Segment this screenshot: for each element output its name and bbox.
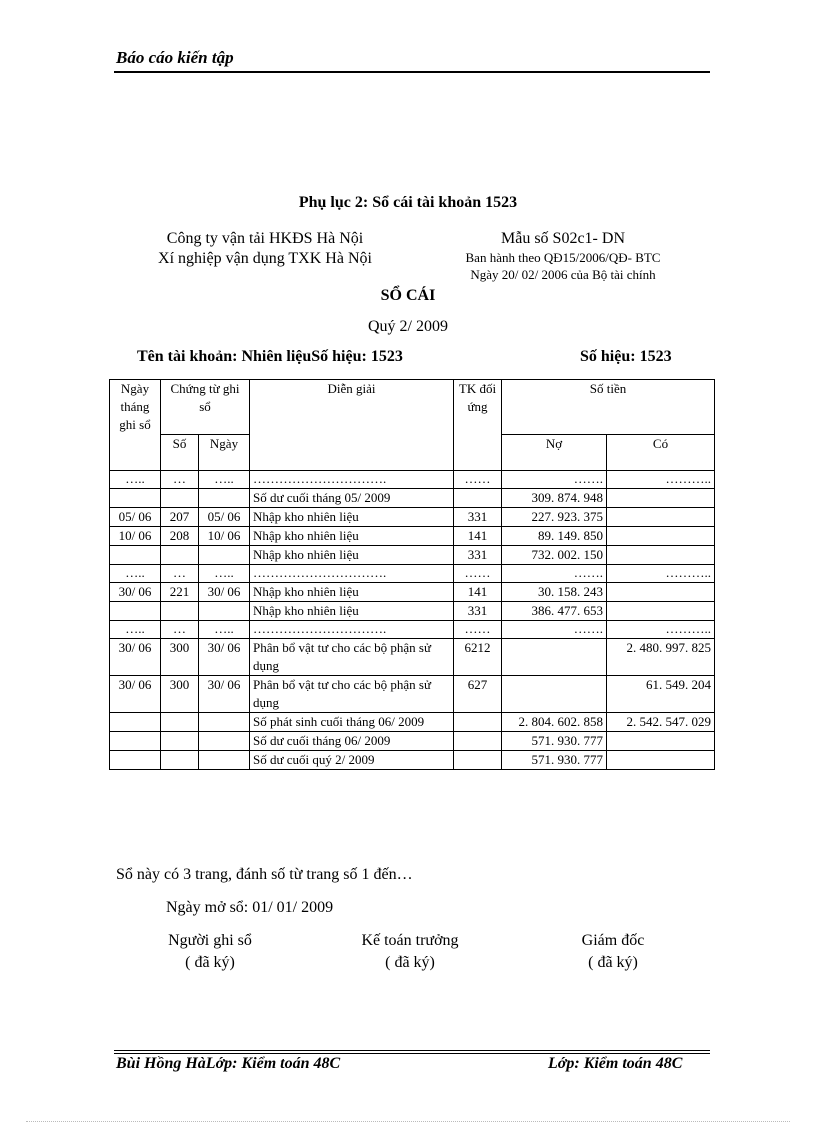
header-date-cont [110,434,161,471]
row-voucher-no: … [161,621,199,639]
table-row [110,489,715,508]
row-voucher-date [199,713,250,732]
row-credit [607,527,715,546]
header-credit: Có [607,434,715,471]
appendix-title: Phụ lục 2: Sổ cái tài khoản 1523 [298,194,518,211]
row-date: 10/ 06 [110,527,161,546]
row-date [110,489,161,508]
row-voucher-date: 30/ 06 [199,676,250,713]
row-voucher-no [161,713,199,732]
row-date: 30/ 06 [110,583,161,602]
form-date-line: Ngày 20/ 02/ 2006 của Bộ tài chính [470,267,656,282]
header-voucher: Chứng từ ghi sổ [161,380,250,435]
row-contra-account: 331 [454,546,502,565]
row-contra-account [454,489,502,508]
row-credit [607,732,715,751]
row-date: ….. [110,471,161,489]
row-voucher-no: 300 [161,639,199,676]
row-voucher-no [161,751,199,770]
pages-note: Sổ này có 3 trang, đánh số từ trang số 1 đến… [116,866,413,883]
table-row [110,565,715,583]
row-description: Số dư cuối quý 2/ 2009 [250,751,454,770]
signature-status: ( đã ký) [185,954,235,971]
signature-status: ( đã ký) [385,954,435,971]
row-contra-account: 141 [454,527,502,546]
account-number: Số hiệu: 1523 [580,348,672,365]
row-description: Nhập kho nhiên liệu [250,546,454,565]
row-debit: 309. 874. 948 [502,489,607,508]
row-credit: ……….. [607,471,715,489]
row-description: …………………………. [250,565,454,583]
ledger-period: Quý 2/ 2009 [368,318,448,335]
row-voucher-no: … [161,565,199,583]
table-row [110,602,715,621]
row-description: Phân bổ vật tư cho các bộ phận sử dụng [250,639,454,676]
row-voucher-date [199,732,250,751]
row-contra-account [454,751,502,770]
header-contra-account: TK đối ứng [454,380,502,471]
table-row [110,676,715,713]
ledger-table [109,379,715,770]
row-voucher-no [161,546,199,565]
form-code: Mẫu số S02c1- DN [501,230,625,247]
table-row [110,471,715,489]
row-voucher-no [161,732,199,751]
row-voucher-date: 10/ 06 [199,527,250,546]
company-unit: Xí nghiệp vận dụng TXK Hà Nội [158,250,372,267]
row-description: Nhập kho nhiên liệu [250,527,454,546]
row-description: Nhập kho nhiên liệu [250,602,454,621]
row-voucher-date: 30/ 06 [199,583,250,602]
row-description: Nhập kho nhiên liệu [250,508,454,527]
signature-role: Kế toán trưởng [361,932,459,949]
row-date: 30/ 06 [110,639,161,676]
row-debit: 732. 002. 150 [502,546,607,565]
signature-role: Người ghi sổ [168,932,252,949]
row-description: …………………………. [250,621,454,639]
row-credit: ……….. [607,621,715,639]
row-voucher-date [199,489,250,508]
row-date [110,732,161,751]
row-debit [502,676,607,713]
page-edge [26,1121,790,1122]
row-description: Phân bổ vật tư cho các bộ phận sử dụng [250,676,454,713]
table-row [110,583,715,602]
row-debit: 386. 477. 653 [502,602,607,621]
row-voucher-no: 300 [161,676,199,713]
signature-recorder [120,930,300,974]
open-date: Ngày mở sổ: 01/ 01/ 2009 [166,899,334,916]
row-description: Nhập kho nhiên liệu [250,583,454,602]
row-debit: 571. 930. 777 [502,751,607,770]
form-block [428,229,698,283]
header-amount: Số tiền [502,380,715,435]
row-date: 30/ 06 [110,676,161,713]
row-voucher-date: ….. [199,565,250,583]
account-name-line: Tên tài khoản: Nhiên liệuSố hiệu: 1523 [137,348,403,365]
row-credit: 2. 480. 997. 825 [607,639,715,676]
row-voucher-no: 208 [161,527,199,546]
row-date: ….. [110,621,161,639]
table-row [110,751,715,770]
row-description: …………………………. [250,471,454,489]
row-credit [607,751,715,770]
row-voucher-date: 30/ 06 [199,639,250,676]
row-date [110,546,161,565]
row-debit: 2. 804. 602. 858 [502,713,607,732]
row-debit [502,639,607,676]
footer-author: Bùi Hồng HàLớp: Kiểm toán 48C [116,1055,341,1072]
footer-rule-bottom [114,1053,710,1054]
row-voucher-no: … [161,471,199,489]
row-description: Số dư cuối tháng 06/ 2009 [250,732,454,751]
row-contra-account: 141 [454,583,502,602]
row-debit: 30. 158. 243 [502,583,607,602]
row-credit [607,583,715,602]
row-contra-account: 331 [454,508,502,527]
row-contra-account: 627 [454,676,502,713]
row-credit [607,602,715,621]
table-row [110,527,715,546]
row-voucher-date: ….. [199,471,250,489]
footer-class: Lớp: Kiểm toán 48C [548,1055,683,1072]
row-contra-account: …… [454,565,502,583]
row-date: 05/ 06 [110,508,161,527]
table-row [110,732,715,751]
header-debit: Nợ [502,434,607,471]
running-header-title: Báo cáo kiến tập [116,48,234,67]
company-block [100,229,430,269]
row-credit: 2. 542. 547. 029 [607,713,715,732]
row-credit [607,546,715,565]
row-date [110,602,161,621]
table-row [110,639,715,676]
row-debit: 89. 149. 850 [502,527,607,546]
table-row [110,621,715,639]
row-date [110,751,161,770]
form-basis-line: Ban hành theo QĐ15/2006/QĐ- BTC [465,250,661,265]
row-credit: 61. 549. 204 [607,676,715,713]
row-voucher-no [161,602,199,621]
signature-director [523,930,703,974]
ledger-title: SỔ CÁI [380,287,436,304]
header-voucher-date: Ngày [199,434,250,471]
signature-chief-accountant [320,930,500,974]
row-credit [607,508,715,527]
footer-rule-top [114,1050,710,1051]
row-debit: 571. 930. 777 [502,732,607,751]
row-voucher-date [199,602,250,621]
company-name: Công ty vận tải HKĐS Hà Nội [166,230,364,247]
row-date: ….. [110,565,161,583]
row-debit: ……. [502,565,607,583]
row-contra-account [454,732,502,751]
row-voucher-no: 221 [161,583,199,602]
row-description: Số phát sinh cuối tháng 06/ 2009 [250,713,454,732]
row-voucher-date: 05/ 06 [199,508,250,527]
row-contra-account: …… [454,621,502,639]
row-voucher-date: ….. [199,621,250,639]
signature-role: Giám đốc [581,932,645,949]
row-voucher-no: 207 [161,508,199,527]
row-debit: 227. 923. 375 [502,508,607,527]
row-debit: ……. [502,621,607,639]
row-contra-account: …… [454,471,502,489]
row-date [110,713,161,732]
row-contra-account: 331 [454,602,502,621]
row-contra-account [454,713,502,732]
row-credit [607,489,715,508]
row-voucher-date [199,751,250,770]
form-basis [428,249,698,283]
table-header-row [110,380,715,435]
row-credit: ……….. [607,565,715,583]
table-row [110,546,715,565]
header-rule [114,71,710,73]
table-row [110,713,715,732]
ledger-body [110,380,715,770]
row-contra-account: 6212 [454,639,502,676]
table-row [110,508,715,527]
row-voucher-date [199,546,250,565]
header-description: Diễn giải [250,380,454,471]
row-description: Số dư cuối tháng 05/ 2009 [250,489,454,508]
signature-status: ( đã ký) [588,954,638,971]
header-date: Ngày tháng ghi sổ [110,380,161,435]
row-voucher-no [161,489,199,508]
row-debit: ……. [502,471,607,489]
header-voucher-no: Số [161,434,199,471]
